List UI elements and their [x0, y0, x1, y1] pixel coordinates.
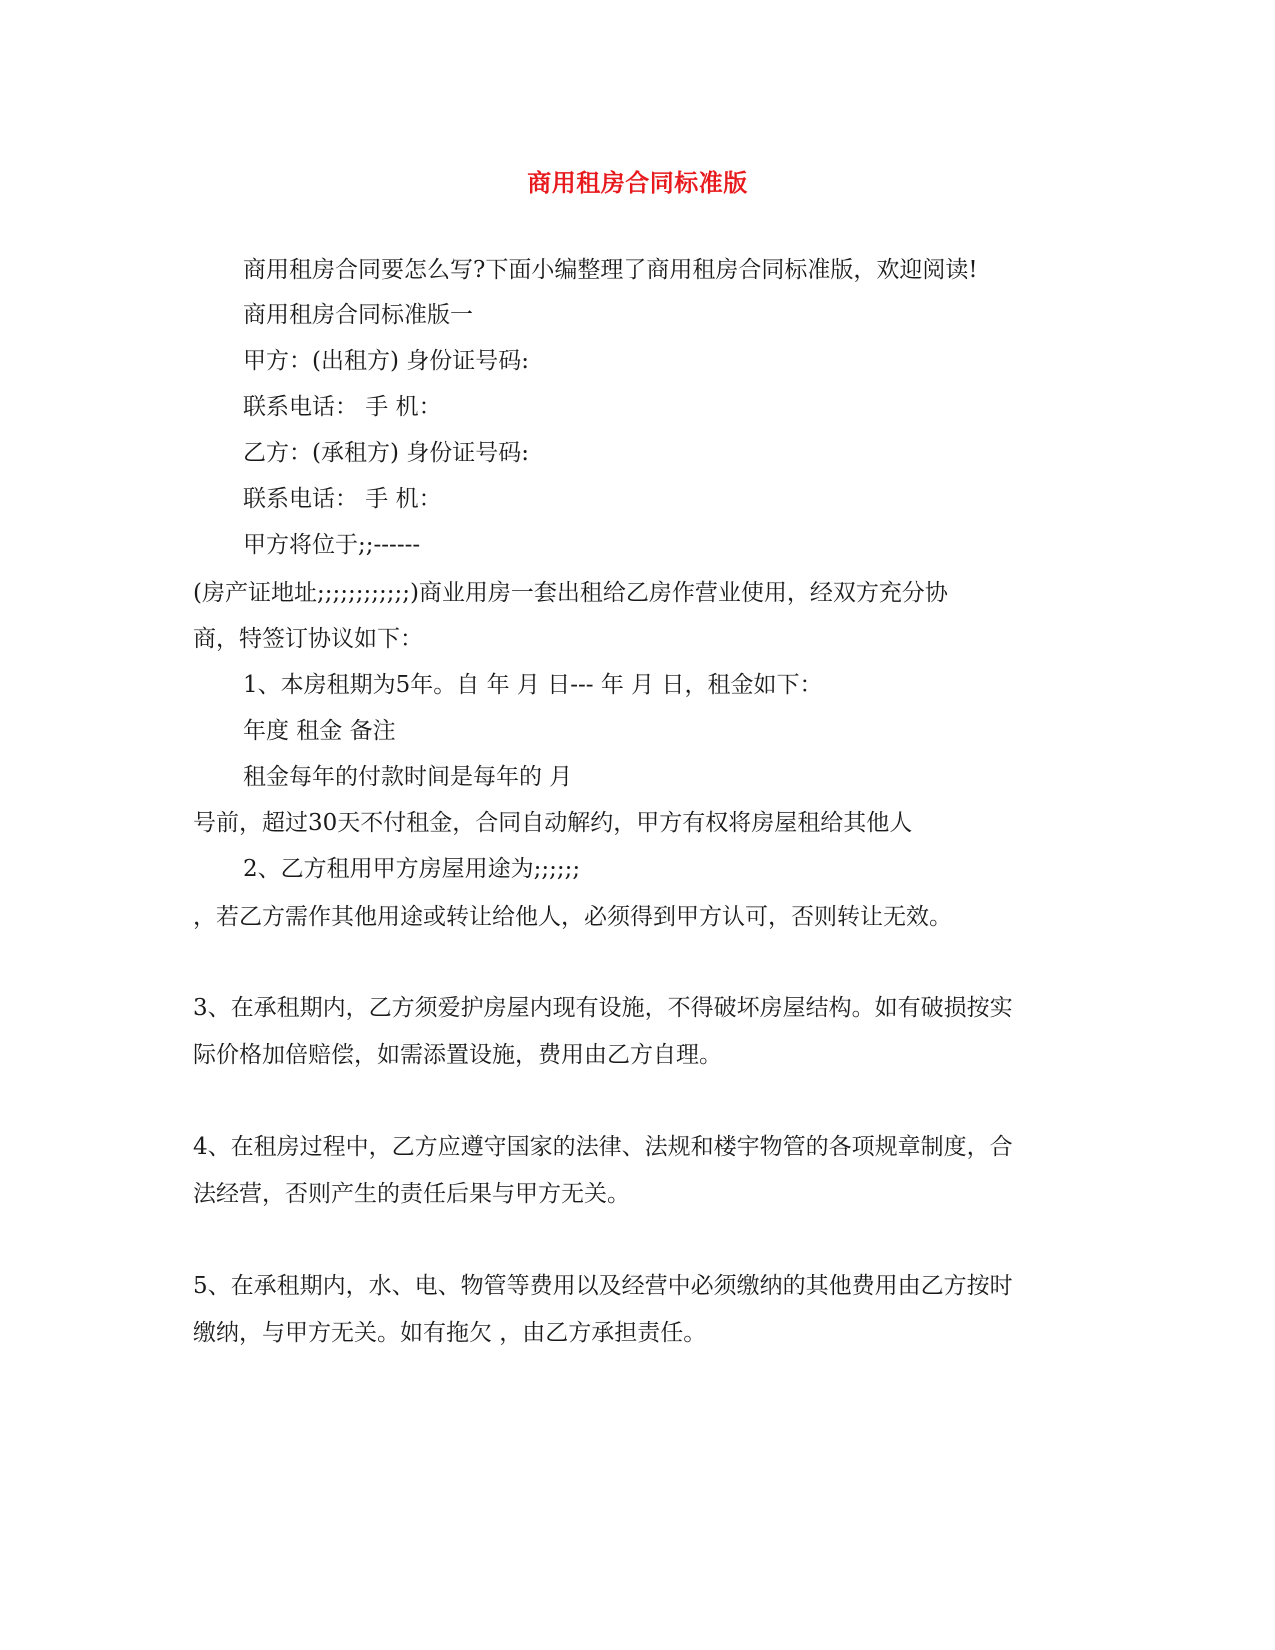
party-b-line: 乙方：(承租方) 身份证号码: — [243, 440, 530, 466]
intro-line: 商用租房合同要怎么写?下面小编整理了商用租房合同标准版，欢迎阅读! — [243, 257, 978, 283]
rent-table-header: 年度 租金 备注 — [243, 718, 396, 744]
clause-5-line-2: 缴纳，与甲方无关。如有拖欠 ，由乙方承担责任。 — [193, 1320, 707, 1346]
clause-5-line-1: 5、在承租期内，水、电、物管等费用以及经营中必须缴纳的其他费用由乙方按时 — [193, 1273, 1013, 1299]
party-a-contact-line: 联系电话： 手 机： — [243, 394, 442, 420]
clause-4-line-2: 法经营，否则产生的责任后果与甲方无关。 — [193, 1181, 630, 1207]
payment-time-line: 租金每年的付款时间是每年的 月 — [243, 764, 573, 790]
party-b-contact-line: 联系电话： 手 机： — [243, 486, 442, 512]
location-line: 甲方将位于;;------ — [243, 532, 421, 558]
payment-deadline-line: 号前，超过30天不付租金，合同自动解约，甲方有权将房屋租给其他人 — [193, 810, 913, 836]
clause-2-continuation: ，若乙方需作其他用途或转让给他人，必须得到甲方认可，否则转让无效。 — [193, 904, 952, 930]
document-title: 商用租房合同标准版 — [527, 168, 748, 197]
clause-4-line-1: 4、在租房过程中，乙方应遵守国家的法律、法规和楼宇物管的各项规章制度，合 — [193, 1134, 1013, 1160]
agreement-line: 商，特签订协议如下： — [193, 626, 423, 652]
version-heading: 商用租房合同标准版一 — [243, 302, 473, 328]
clause-1-line: 1、本房租期为5年。自 年 月 日--- 年 月 日，租金如下： — [243, 672, 823, 698]
clause-3-line-2: 际价格加倍赔偿，如需添置设施，费用由乙方自理。 — [193, 1042, 722, 1068]
clause-3-line-1: 3、在承租期内，乙方须爱护房屋内现有设施，不得破坏房屋结构。如有破损按实 — [193, 995, 1013, 1021]
party-a-line: 甲方：(出租方) 身份证号码: — [243, 348, 530, 374]
address-line: (房产证地址;;;;;;;;;;;;)商业用房一套出租给乙房作营业使用，经双方充分协 — [193, 580, 948, 606]
clause-2-line: 2、乙方租用甲方房屋用途为;;;;;; — [243, 856, 581, 882]
